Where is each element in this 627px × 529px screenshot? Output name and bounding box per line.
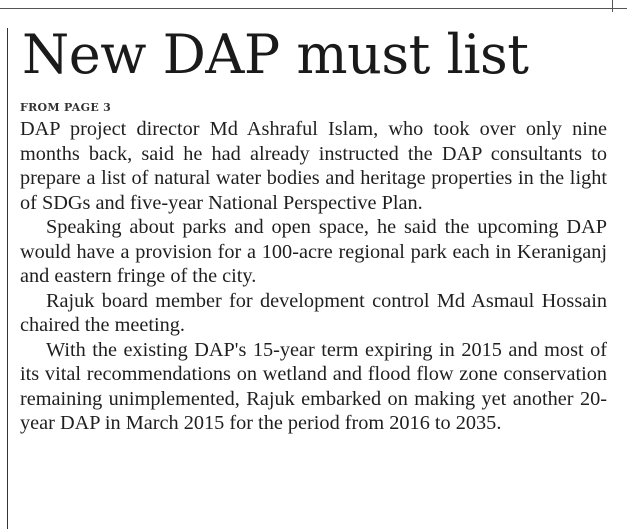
left-column-rule	[7, 28, 8, 529]
paragraph-1: DAP project director Md Ashraful Islam, who took over only nine months back, said he had already instructed the DAP consultants to prepare a list of natural water bodies and heritage properties in the light of SDGs and five-year National Perspective Plan.	[20, 118, 607, 214]
jump-line: FROM PAGE 3	[20, 101, 112, 114]
paragraph-2: Speaking about parks and open space, he said the upcoming DAP would have a provision for a 100-acre regional park each in Keraniganj and eastern fringe of the city.	[20, 216, 607, 287]
paragraph-3: Rajuk board member for development control Md Asmaul Hossain chaired the meeting.	[20, 289, 607, 336]
right-column-rule	[612, 0, 613, 12]
article-body	[20, 117, 607, 436]
paragraph-4: With the existing DAP's 15-year term expiring in 2015 and most of its vital recommendations on wetland and flood flow zone conservation remaining unimplemented, Rajuk embarked on making yet another 20-year DAP in March 2015 for the period from 2016 to 2035.	[20, 338, 607, 434]
top-column-rule	[0, 8, 627, 9]
article-headline: New DAP must list	[22, 23, 529, 86]
